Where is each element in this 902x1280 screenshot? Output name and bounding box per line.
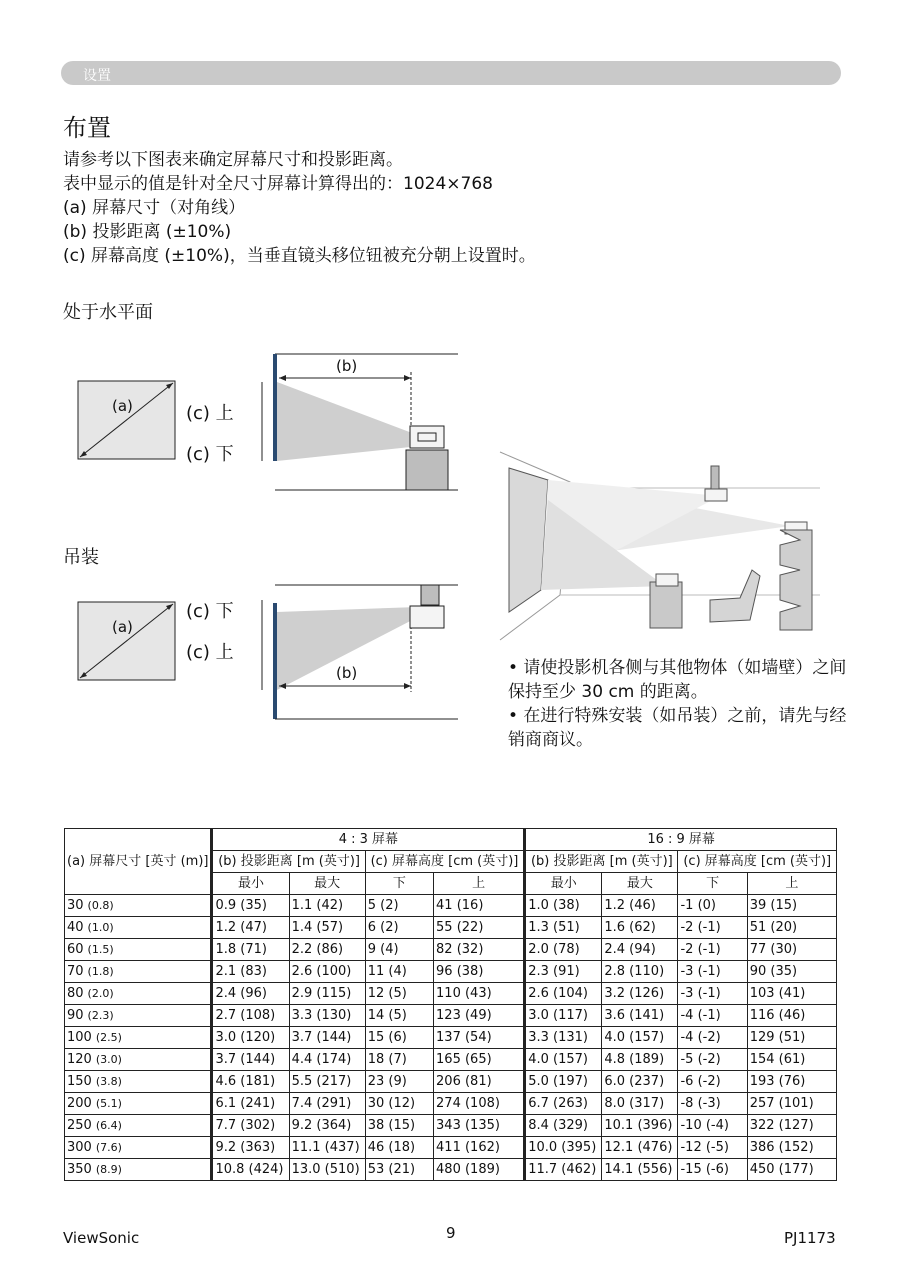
cell-169-height-up: 129 (51) [747,1027,836,1049]
note-item: • 在进行特殊安装（如吊装）之前，请先与经销商商议。 [508,706,847,750]
cell-43-dist-min: 4.6 (181) [212,1071,289,1093]
cell-169-dist-min: 1.3 (51) [525,917,602,939]
distance-header: (b) 投影距离 [m (英寸)] [212,851,365,873]
cell-169-height-down: -12 (-5) [678,1137,747,1159]
cell-43-height-down: 53 (21) [365,1159,433,1181]
label-b-horizontal: (b) [336,357,358,375]
cell-169-height-down: -3 (-1) [678,961,747,983]
label-c-up-ceiling: (c) 上 [186,642,234,663]
max-header: 最大 [289,873,365,895]
cell-169-height-up: 51 (20) [747,917,836,939]
table-row [65,1159,837,1181]
cell-43-dist-max: 2.9 (115) [289,983,365,1005]
cell-43-height-down: 30 (12) [365,1093,433,1115]
cell-169-dist-max: 4.8 (189) [602,1049,678,1071]
label-c-down-ceiling: (c) 下 [186,601,234,622]
cell-43-dist-max: 5.5 (217) [289,1071,365,1093]
cell-size: 60 (1.5) [65,939,212,961]
cell-169-dist-max: 3.6 (141) [602,1005,678,1027]
cell-169-height-up: 39 (15) [747,895,836,917]
cell-169-height-up: 322 (127) [747,1115,836,1137]
screen-diagram-ceiling [78,602,175,680]
cell-43-dist-max: 1.4 (57) [289,917,365,939]
cell-43-dist-min: 1.8 (71) [212,939,289,961]
brand-name: ViewSonic [63,1229,140,1247]
cell-169-dist-max: 1.2 (46) [602,895,678,917]
label-b-ceiling: (b) [336,664,358,682]
cell-169-dist-min: 2.6 (104) [525,983,602,1005]
intro-line: (a) 屏幕尺寸（对角线） [63,198,246,218]
table-row [65,939,837,961]
cell-169-height-up: 386 (152) [747,1137,836,1159]
cell-169-height-down: -8 (-3) [678,1093,747,1115]
cell-43-height-up: 274 (108) [434,1093,525,1115]
cell-169-height-up: 193 (76) [747,1071,836,1093]
cell-169-dist-min: 2.3 (91) [525,961,602,983]
cell-size: 250 (6.4) [65,1115,212,1137]
cell-169-dist-min: 11.7 (462) [525,1159,602,1181]
model-name: PJ1173 [784,1229,836,1247]
cell-43-dist-max: 3.3 (130) [289,1005,365,1027]
cell-43-height-up: 206 (81) [434,1071,525,1093]
height-header: (c) 屏幕高度 [cm (英寸)] [678,851,837,873]
cell-43-dist-min: 6.1 (241) [212,1093,289,1115]
screen-size-table [64,828,837,1181]
distance-header: (b) 投影距离 [m (英寸)] [525,851,678,873]
note-item: • 请使投影机各侧与其他物体（如墙壁）之间保持至少 30 cm 的距离。 [508,658,847,702]
cell-169-dist-max: 6.0 (237) [602,1071,678,1093]
cell-43-dist-max: 7.4 (291) [289,1093,365,1115]
min-header: 最小 [212,873,289,895]
cell-43-dist-max: 4.4 (174) [289,1049,365,1071]
cell-43-dist-min: 7.7 (302) [212,1115,289,1137]
cell-43-dist-max: 9.2 (364) [289,1115,365,1137]
cell-169-dist-max: 1.6 (62) [602,917,678,939]
cell-size: 40 (1.0) [65,917,212,939]
cell-43-height-up: 110 (43) [434,983,525,1005]
up-header: 上 [747,873,836,895]
cell-169-height-up: 103 (41) [747,983,836,1005]
intro-line: (b) 投影距离 (±10%) [63,222,232,242]
cell-43-height-down: 14 (5) [365,1005,433,1027]
cell-169-height-down: -4 (-2) [678,1027,747,1049]
cell-169-height-down: -5 (-2) [678,1049,747,1071]
cell-169-dist-max: 8.0 (317) [602,1093,678,1115]
height-header: (c) 屏幕高度 [cm (英寸)] [365,851,525,873]
cell-169-height-down: -2 (-1) [678,917,747,939]
cell-169-height-down: -4 (-1) [678,1005,747,1027]
table-row [65,895,837,917]
cell-43-height-down: 12 (5) [365,983,433,1005]
cell-169-dist-min: 3.0 (117) [525,1005,602,1027]
cell-169-dist-min: 6.7 (263) [525,1093,602,1115]
cell-169-height-up: 116 (46) [747,1005,836,1027]
cell-43-height-down: 23 (9) [365,1071,433,1093]
cell-43-dist-min: 2.1 (83) [212,961,289,983]
cell-169-dist-min: 3.3 (131) [525,1027,602,1049]
page-title: 布置 [63,114,111,142]
cell-43-height-up: 480 (189) [434,1159,525,1181]
cell-43-height-up: 123 (49) [434,1005,525,1027]
cell-size: 350 (8.9) [65,1159,212,1181]
table-row [65,1005,837,1027]
cell-169-dist-max: 12.1 (476) [602,1137,678,1159]
cell-169-height-up: 77 (30) [747,939,836,961]
cell-169-height-up: 450 (177) [747,1159,836,1181]
cell-43-height-up: 343 (135) [434,1115,525,1137]
table-row [65,983,837,1005]
cell-169-dist-max: 2.8 (110) [602,961,678,983]
cell-43-dist-min: 2.4 (96) [212,983,289,1005]
cell-43-dist-min: 10.8 (424) [212,1159,289,1181]
cell-size: 300 (7.6) [65,1137,212,1159]
cell-43-height-up: 411 (162) [434,1137,525,1159]
cell-169-dist-min: 8.4 (329) [525,1115,602,1137]
table-row [65,1049,837,1071]
cell-43-height-up: 96 (38) [434,961,525,983]
down-header: 下 [365,873,433,895]
table-row [65,1137,837,1159]
cell-169-height-down: -2 (-1) [678,939,747,961]
cell-size: 80 (2.0) [65,983,212,1005]
cell-43-height-down: 38 (15) [365,1115,433,1137]
cell-size: 120 (3.0) [65,1049,212,1071]
horizontal-title: 处于水平面 [63,302,153,323]
label-c-down-horizontal: (c) 下 [186,444,234,465]
cell-43-height-up: 137 (54) [434,1027,525,1049]
cell-169-dist-min: 10.0 (395) [525,1137,602,1159]
cell-169-dist-min: 2.0 (78) [525,939,602,961]
cell-169-dist-max: 10.1 (396) [602,1115,678,1137]
cell-size: 150 (3.8) [65,1071,212,1093]
cell-169-dist-max: 4.0 (157) [602,1027,678,1049]
cell-43-height-down: 15 (6) [365,1027,433,1049]
table-row [65,1071,837,1093]
cell-169-height-down: -15 (-6) [678,1159,747,1181]
installation-notes [508,656,848,752]
screen-diagram-horizontal [78,381,175,459]
cell-43-dist-min: 3.0 (120) [212,1027,289,1049]
ceiling-title: 吊装 [63,547,99,568]
projection-diagram-horizontal [262,354,458,490]
cell-43-dist-min: 3.7 (144) [212,1049,289,1071]
table-row [65,1115,837,1137]
cell-43-height-down: 46 (18) [365,1137,433,1159]
intro-line: 表中显示的值是针对全尺寸屏幕计算得出的：1024×768 [63,174,493,194]
cell-43-dist-max: 1.1 (42) [289,895,365,917]
cell-169-height-down: -6 (-2) [678,1071,747,1093]
label-a-ceiling: (a) [112,618,133,636]
cell-43-height-up: 55 (22) [434,917,525,939]
page-number: 9 [446,1224,456,1242]
table-row [65,1093,837,1115]
cell-169-height-down: -3 (-1) [678,983,747,1005]
cell-169-height-down: -10 (-4) [678,1115,747,1137]
cell-169-dist-max: 2.4 (94) [602,939,678,961]
cell-43-dist-min: 2.7 (108) [212,1005,289,1027]
cell-43-dist-min: 0.9 (35) [212,895,289,917]
table-row [65,917,837,939]
cell-43-dist-min: 1.2 (47) [212,917,289,939]
room-illustration [500,452,820,640]
cell-169-dist-min: 4.0 (157) [525,1049,602,1071]
cell-size: 100 (2.5) [65,1027,212,1049]
cell-43-height-down: 6 (2) [365,917,433,939]
group-header-169: 16 : 9 屏幕 [525,829,837,851]
table-row [65,1027,837,1049]
label-c-up-horizontal: (c) 上 [186,403,234,424]
cell-43-dist-max: 2.6 (100) [289,961,365,983]
cell-169-dist-max: 14.1 (556) [602,1159,678,1181]
cell-43-height-down: 9 (4) [365,939,433,961]
cell-size: 70 (1.8) [65,961,212,983]
cell-43-height-down: 18 (7) [365,1049,433,1071]
group-header-43: 4 : 3 屏幕 [212,829,525,851]
label-a-horizontal: (a) [112,397,133,415]
cell-169-dist-min: 1.0 (38) [525,895,602,917]
intro-line: (c) 屏幕高度 (±10%)，当垂直镜头移位钮被充分朝上设置时。 [63,246,536,266]
max-header: 最大 [602,873,678,895]
cell-43-height-down: 5 (2) [365,895,433,917]
cell-169-height-down: -1 (0) [678,895,747,917]
min-header: 最小 [525,873,602,895]
cell-43-height-up: 82 (32) [434,939,525,961]
table-row [65,961,837,983]
cell-size: 90 (2.3) [65,1005,212,1027]
cell-43-height-down: 11 (4) [365,961,433,983]
up-header: 上 [434,873,525,895]
intro-line: 请参考以下图表来确定屏幕尺寸和投影距离。 [63,150,403,170]
cell-169-height-up: 154 (61) [747,1049,836,1071]
cell-43-dist-max: 11.1 (437) [289,1137,365,1159]
cell-169-height-up: 257 (101) [747,1093,836,1115]
cell-43-dist-max: 3.7 (144) [289,1027,365,1049]
cell-169-dist-max: 3.2 (126) [602,983,678,1005]
cell-43-height-up: 165 (65) [434,1049,525,1071]
cell-size: 30 (0.8) [65,895,212,917]
section-title: 设置 [83,68,111,84]
cell-size: 200 (5.1) [65,1093,212,1115]
projection-diagram-ceiling [262,585,458,719]
cell-169-height-up: 90 (35) [747,961,836,983]
down-header: 下 [678,873,747,895]
cell-43-dist-min: 9.2 (363) [212,1137,289,1159]
cell-43-dist-max: 2.2 (86) [289,939,365,961]
cell-169-dist-min: 5.0 (197) [525,1071,602,1093]
size-header: (a) 屏幕尺寸 [英寸 (m)] [65,829,212,895]
cell-43-height-up: 41 (16) [434,895,525,917]
cell-43-dist-max: 13.0 (510) [289,1159,365,1181]
